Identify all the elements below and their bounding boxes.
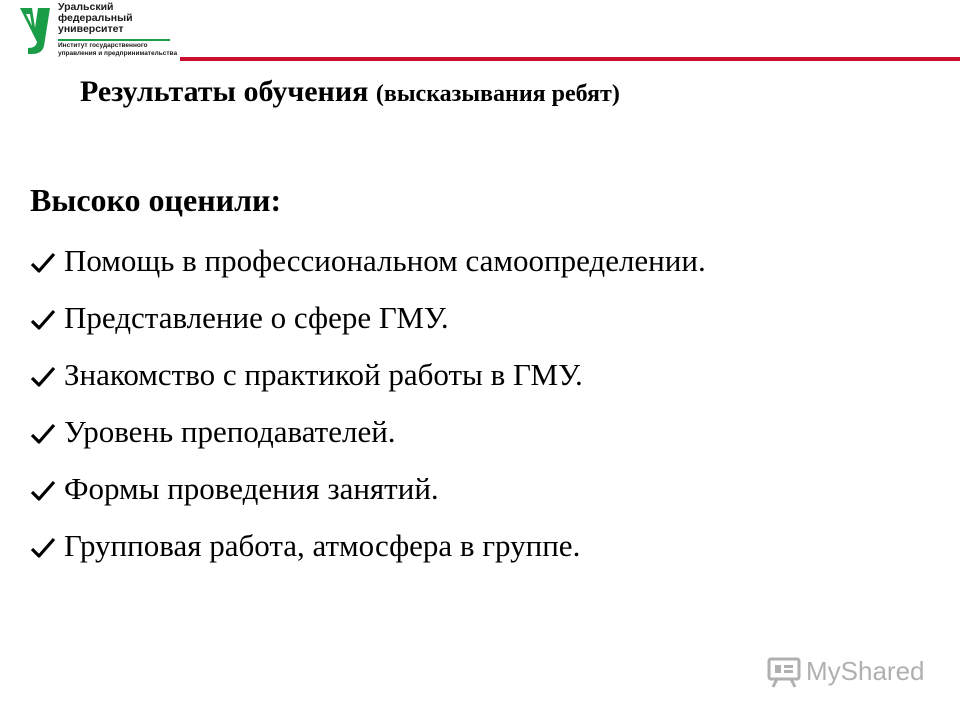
list-item — [30, 414, 910, 450]
section-heading: Высоко оценили: — [30, 182, 282, 218]
header-divider — [180, 57, 960, 61]
presentation-board-icon — [766, 656, 802, 688]
checkmark-icon — [30, 309, 56, 331]
list-item — [30, 243, 910, 279]
logo-divider — [58, 39, 170, 41]
list-item-label: Формы проведения занятий. — [64, 471, 439, 506]
institute-name-line: Институт государственного — [58, 42, 148, 49]
institute-name — [58, 42, 188, 57]
slide-header — [0, 0, 960, 64]
watermark — [766, 652, 926, 692]
university-name-line: университет — [58, 23, 124, 35]
list-item — [30, 471, 910, 507]
list-item-label: Представление о сфере ГМУ. — [64, 300, 449, 335]
university-logo-icon — [18, 6, 52, 56]
university-name — [58, 2, 258, 35]
checkmark-icon — [30, 537, 56, 559]
checkmark-icon — [30, 480, 56, 502]
university-name-line: федеральный — [58, 12, 133, 24]
list-item — [30, 357, 910, 393]
list-item-label: Групповая работа, атмосфера в группе. — [64, 528, 581, 563]
list-item-label: Знакомство с практикой работы в ГМУ. — [64, 357, 583, 392]
list-item — [30, 300, 910, 336]
checklist — [30, 243, 910, 585]
university-name-line: Уральский — [58, 1, 114, 13]
list-item-label: Уровень преподавателей. — [64, 414, 396, 449]
list-item-label: Помощь в профессиональном самоопределении. — [64, 243, 706, 278]
institute-name-line: управления и предпринимательства — [58, 49, 178, 57]
checkmark-icon — [30, 252, 56, 274]
slide-title — [80, 72, 620, 114]
checkmark-icon — [30, 366, 56, 388]
slide-title-main: Результаты обучения — [80, 75, 369, 108]
watermark-text: MyShared — [806, 656, 925, 686]
list-item — [30, 528, 910, 564]
slide-title-note: (высказывания ребят) — [375, 81, 620, 107]
checkmark-icon — [30, 423, 56, 445]
